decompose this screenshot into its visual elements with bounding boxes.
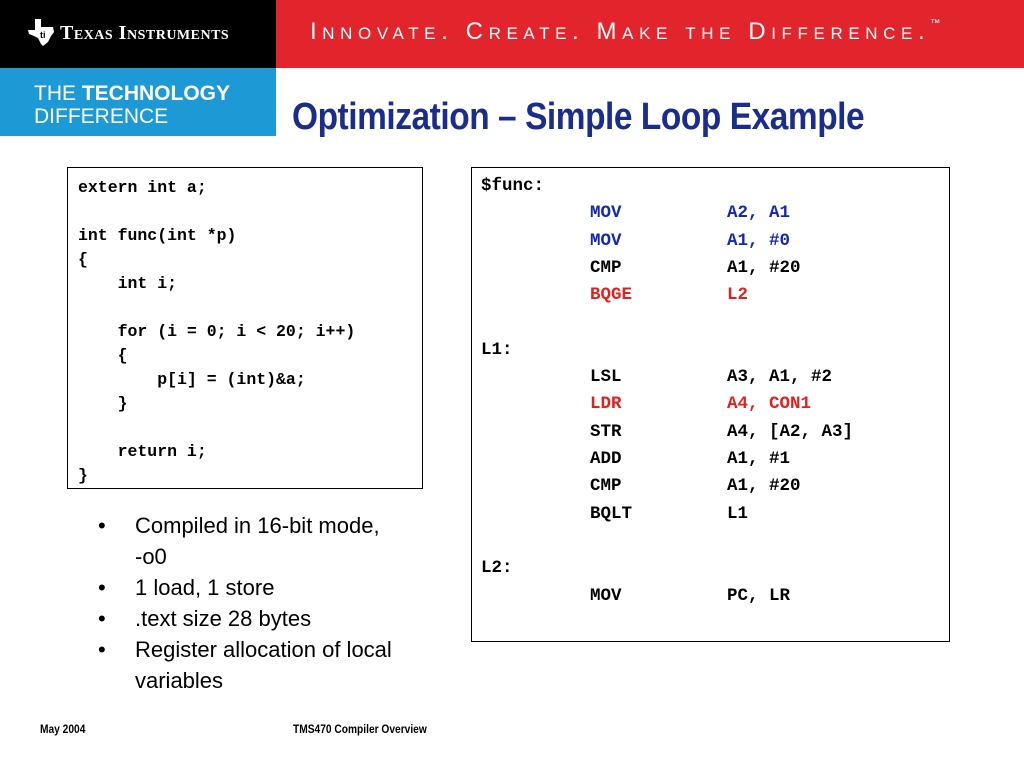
asm-opcode: BQGE [590, 285, 633, 306]
asm-opcode: LSL [590, 367, 622, 388]
footer-date: May 2004 [40, 722, 86, 736]
bullet-item [92, 510, 392, 572]
asm-label: $func: [481, 176, 545, 196]
asm-label: L2: [481, 558, 513, 579]
brand-line1: THE TECHNOLOGY [34, 82, 231, 105]
bullet-dot-icon: • [98, 606, 106, 631]
asm-operands: PC, LR [727, 585, 791, 606]
asm-operands: A1, #20 [727, 257, 801, 278]
asm-operands: A2, A1 [727, 203, 791, 224]
bullet-item [92, 634, 392, 696]
asm-opcode: CMP [590, 476, 622, 497]
bullet-item [92, 603, 392, 634]
assembly-box [471, 167, 950, 642]
asm-operands: A3, A1, #2 [727, 367, 833, 388]
asm-opcode: MOV [590, 203, 622, 224]
asm-operands: A1, #0 [727, 230, 791, 251]
bullet-text: 1 load, 1 store [135, 575, 275, 600]
asm-operands: A1, #1 [727, 449, 791, 469]
asm-label: L1: [481, 339, 513, 360]
company-name: Texas Instruments [60, 22, 230, 44]
asm-opcode: LDR [590, 394, 622, 415]
asm-operands: L2 [727, 285, 749, 306]
asm-operands: A4, [A2, A3] [727, 421, 854, 442]
bullet-list [92, 510, 392, 696]
asm-operands: A4, CON1 [727, 394, 812, 415]
c-source-code: extern int a; int func(int *p) { int i; for (i = 0; i < 20; i++) { p[i] = (int)&a; } return i; } [78, 178, 356, 485]
brand-line2: DIFFERENCE [34, 105, 169, 128]
asm-opcode: ADD [590, 449, 622, 469]
footer-title: TMS470 Compiler Overview [293, 722, 427, 736]
bullet-text: Compiled in 16-bit mode, -o0 [135, 513, 380, 569]
bullet-text: .text size 28 bytes [135, 606, 312, 631]
asm-opcode: MOV [590, 585, 622, 606]
asm-opcode: BQLT [590, 503, 633, 524]
asm-opcode: CMP [590, 257, 622, 278]
bullet-dot-icon: • [98, 513, 106, 538]
texas-state-logo-icon [26, 18, 56, 48]
asm-opcode: STR [590, 421, 622, 442]
tagline: Innovate. Create. Make the Difference.™ [310, 18, 941, 45]
asm-operands: A1, #20 [727, 476, 801, 497]
bullet-text: Register allocation of local variables [135, 637, 392, 693]
c-source-box [67, 167, 423, 489]
svg-text:ti: ti [40, 30, 46, 40]
slide-title: Optimization – Simple Loop Example [292, 96, 865, 138]
asm-operands: L1 [727, 503, 749, 524]
bullet-item [92, 572, 392, 603]
bullet-dot-icon: • [98, 575, 106, 600]
asm-opcode: MOV [590, 230, 622, 251]
bullet-dot-icon: • [98, 637, 106, 662]
